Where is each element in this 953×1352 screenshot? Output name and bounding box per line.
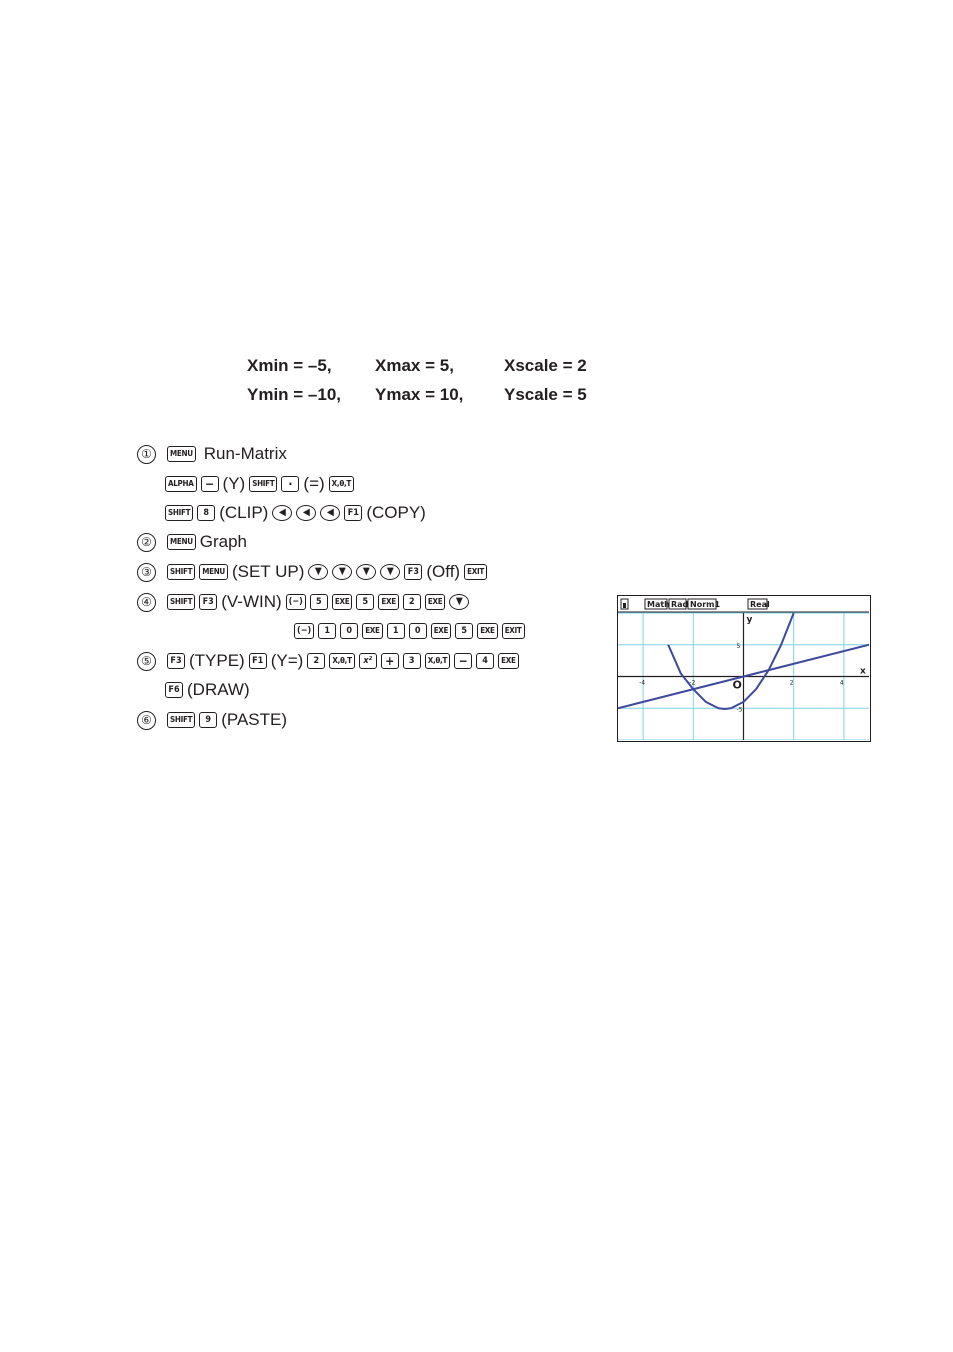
step-2 [137,530,251,554]
f3-key: F3 [199,594,217,610]
step-4 [137,590,473,614]
x-tick-label: -4 [639,679,646,687]
origin-label: O [732,678,742,692]
step-number: ③ [137,563,156,582]
alpha-key: ALPHA [165,476,197,492]
x-theta-t-key: X,θ,T [329,653,354,669]
y-tick-label: 5 [736,642,741,650]
calculator-screen [617,595,871,742]
key-0: 0 [409,623,427,639]
key-3: 3 [403,653,421,669]
vw-xmax: Xmax = 5, [375,356,454,375]
x-axis-label: x [860,666,866,677]
f6-key: F6 [165,682,183,698]
status-math: Math [647,600,670,609]
step-number: ① [137,445,156,464]
key-5: 5 [455,623,473,639]
exe-key: EXE [498,653,519,669]
exe-key: EXE [431,623,452,639]
status-bar [618,599,869,612]
type-text: (TYPE) [189,651,245,670]
negative-key: (−) [286,594,306,610]
left-arrow-key: ◀ [296,505,316,521]
key-4: 4 [476,653,494,669]
key-1: 1 [387,623,405,639]
x-tick-label: 2 [789,679,794,687]
setup-text: (SET UP) [231,562,305,581]
graph-svg [618,596,869,740]
minus-key: − [201,476,219,492]
vw-ymin: Ymin = –10, [247,385,342,404]
f1-key: F1 [249,653,267,669]
y-text: (Y) [222,474,246,493]
copy-text: (COPY) [366,503,426,522]
off-text: (Off) [426,562,461,581]
status-rad: Rad [671,600,689,609]
exe-key: EXE [425,594,446,610]
plus-key: + [381,653,399,669]
square-key: x² [359,653,377,669]
down-arrow-key: ▼ [332,564,352,580]
vw-xscale: Xscale = 2 [504,356,587,375]
key-5: 5 [356,594,374,610]
exe-key: EXE [362,623,383,639]
parabola-curve [668,613,794,709]
exe-key: EXE [477,623,498,639]
exit-key: EXIT [464,564,487,580]
down-arrow-key: ▼ [308,564,328,580]
vw-xmin: Xmin = –5, [247,356,332,375]
vw-ymax: Ymax = 10, [375,385,464,404]
menu-key: MENU [167,446,196,462]
down-arrow-key: ▼ [356,564,376,580]
step-text: Graph [199,532,247,551]
x-tick-label: 4 [839,679,844,687]
left-arrow-key: ◀ [320,505,340,521]
step-number: ④ [137,593,156,612]
status-real: Real [750,600,770,609]
vwin-text: (V-WIN) [221,592,282,611]
x-tick-label: -2 [689,679,696,687]
menu-key: MENU [167,534,196,550]
f3-key: F3 [404,564,422,580]
step-1c [165,501,430,525]
shift-key: SHIFT [249,476,277,492]
minus-key: − [454,653,472,669]
shift-key: SHIFT [165,505,193,521]
key-8: 8 [197,505,215,521]
shift-key: SHIFT [167,712,195,728]
step-4b [294,619,529,643]
step-5b [165,678,254,702]
status-norm: Norm1 [690,600,721,609]
step-number: ② [137,533,156,552]
y-tick-label: -5 [736,706,743,714]
step-6 [137,708,291,732]
key-2: 2 [403,594,421,610]
step-text: Run-Matrix [203,444,287,463]
key-1: 1 [318,623,336,639]
y-axis-label: y [746,615,753,625]
key-2: 2 [307,653,325,669]
equals-text: (=) [303,474,325,493]
axis-labels [639,615,866,713]
exe-key: EXE [378,594,399,610]
draw-text: (DRAW) [187,680,250,699]
step-1b [165,472,358,496]
shift-key: SHIFT [167,564,195,580]
paste-text: (PASTE) [221,710,288,729]
f3-key: F3 [167,653,185,669]
step-number: ⑥ [137,711,156,730]
step-number: ⑤ [137,652,156,671]
exe-key: EXE [332,594,353,610]
dot-key: · [281,476,299,492]
step-5 [137,649,523,673]
step-1 [137,442,291,466]
down-arrow-key: ▼ [449,594,469,610]
menu-key: MENU [199,564,228,580]
exit-key: EXIT [502,623,525,639]
battery-level [623,603,626,608]
negative-key: (−) [294,623,314,639]
shift-key: SHIFT [167,594,195,610]
y-equals-text: (Y=) [270,651,304,670]
key-5: 5 [310,594,328,610]
x-theta-t-key: X,θ,T [329,476,354,492]
left-arrow-key: ◀ [272,505,292,521]
key-0: 0 [340,623,358,639]
down-arrow-key: ▼ [380,564,400,580]
vw-yscale: Yscale = 5 [504,385,587,404]
step-3 [137,560,491,584]
f1-key: F1 [344,505,362,521]
key-9: 9 [199,712,217,728]
clip-text: (CLIP) [219,503,269,522]
x-theta-t-key: X,θ,T [425,653,450,669]
